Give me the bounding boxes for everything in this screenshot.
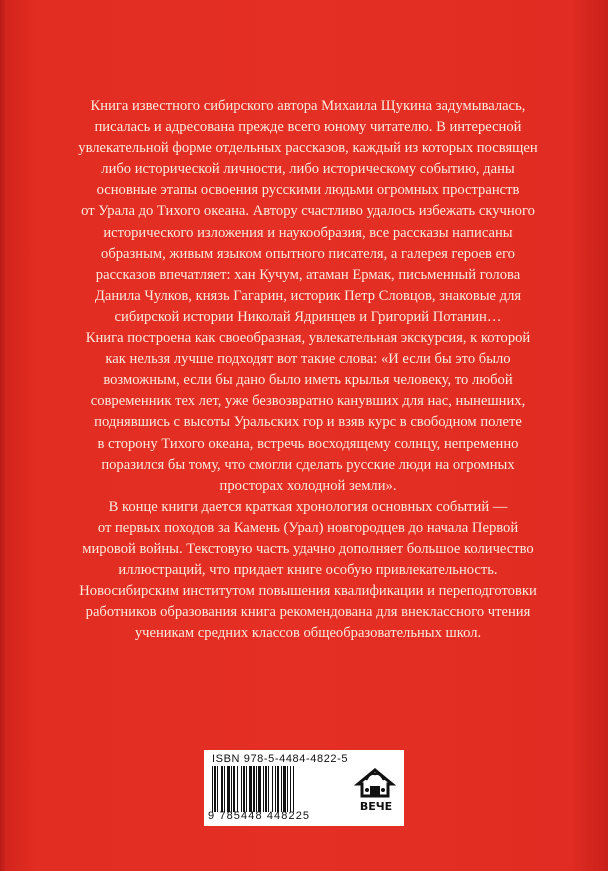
blurb-line: поразился бы тому, что смогли сделать русские люди на огромных [101,456,515,473]
blurb-line: в сторону Тихого океана, встречь восходящему солнцу, непременно [97,435,519,452]
barcode-digits: 9 785448 448225 [208,810,311,822]
isbn-number: ISBN 978-5-4484-4822-5 [212,753,349,765]
blurb-line: возможным, если бы дано было иметь крылья человеку, то любой [103,372,513,389]
blurb-line: увлекательной форме отдельных рассказов, каждый из которых посвящен [78,140,538,157]
blurb-line: просторах холодной земли». [219,477,397,494]
blurb-line: сибирской истории Николай Ядринцев и Григорий Потанин… [114,308,502,325]
blurb-line: образным, живым языком опытного писателя, а галерея героев его [101,245,515,262]
blurb-line: работников образования книга рекомендована для внеклассного чтения [85,604,531,621]
blurb-line: писалась и адресована прежде всего юному читателю. В интересной [94,119,522,136]
blurb-line: мировой войны. Текстовую часть удачно дополняет большое количество [82,540,534,557]
blurb-line: либо исторической личности, либо историческому событию, даны [101,161,515,178]
barcode-panel [204,750,404,826]
blurb-line: основные этапы освоения русскими людьми огромных пространств [96,182,520,199]
blurb-line: современник тех лет, уже безвозвратно канувших для нас, нынешних, [90,393,526,410]
blurb-line: Новосибирским институтом повышения квалификации и переподготовки [79,583,537,600]
blurb-line: иллюстраций, что придает книге особую привлекательность. [118,562,498,579]
blurb-line: поднявшись с высоты Уральских гор и взяв курс в свободном полете [94,414,522,431]
publisher-name: ВЕЧЕ [359,800,393,813]
blurb-line: Данила Чулков, князь Гагарин, историк Петр Словцов, знаковые для [94,287,522,304]
blurb-line: рассказов впечатляет: хан Кучум, атаман Ермак, письменный голова [95,266,521,283]
spine-edge [0,0,7,871]
blurb-line: В конце книги дается краткая хронология основных событий — [108,498,508,515]
blurb-line: от Урала до Тихого океана. Автору счастливо удалось избежать скучного [81,203,535,220]
annotation-text [40,96,576,644]
blurb-line: от первых походов за Камень (Урал) новгородцев до начала Первой [97,519,519,536]
barcode [210,766,346,812]
blurb-line: Книга построена как своеобразная, увлекательная экскурсия, к которой [85,330,531,347]
blurb-line: ученикам средних классов общеобразовательных школ. [134,625,482,642]
blurb-line: исторического изложения и наукообразия, все рассказы написаны [103,224,513,241]
blurb-line: как нельзя лучше подходят вот такие слова: «И если бы это было [105,351,511,368]
blurb-line: Книга известного сибирского автора Михаила Щукина задумывалась, [90,98,526,114]
